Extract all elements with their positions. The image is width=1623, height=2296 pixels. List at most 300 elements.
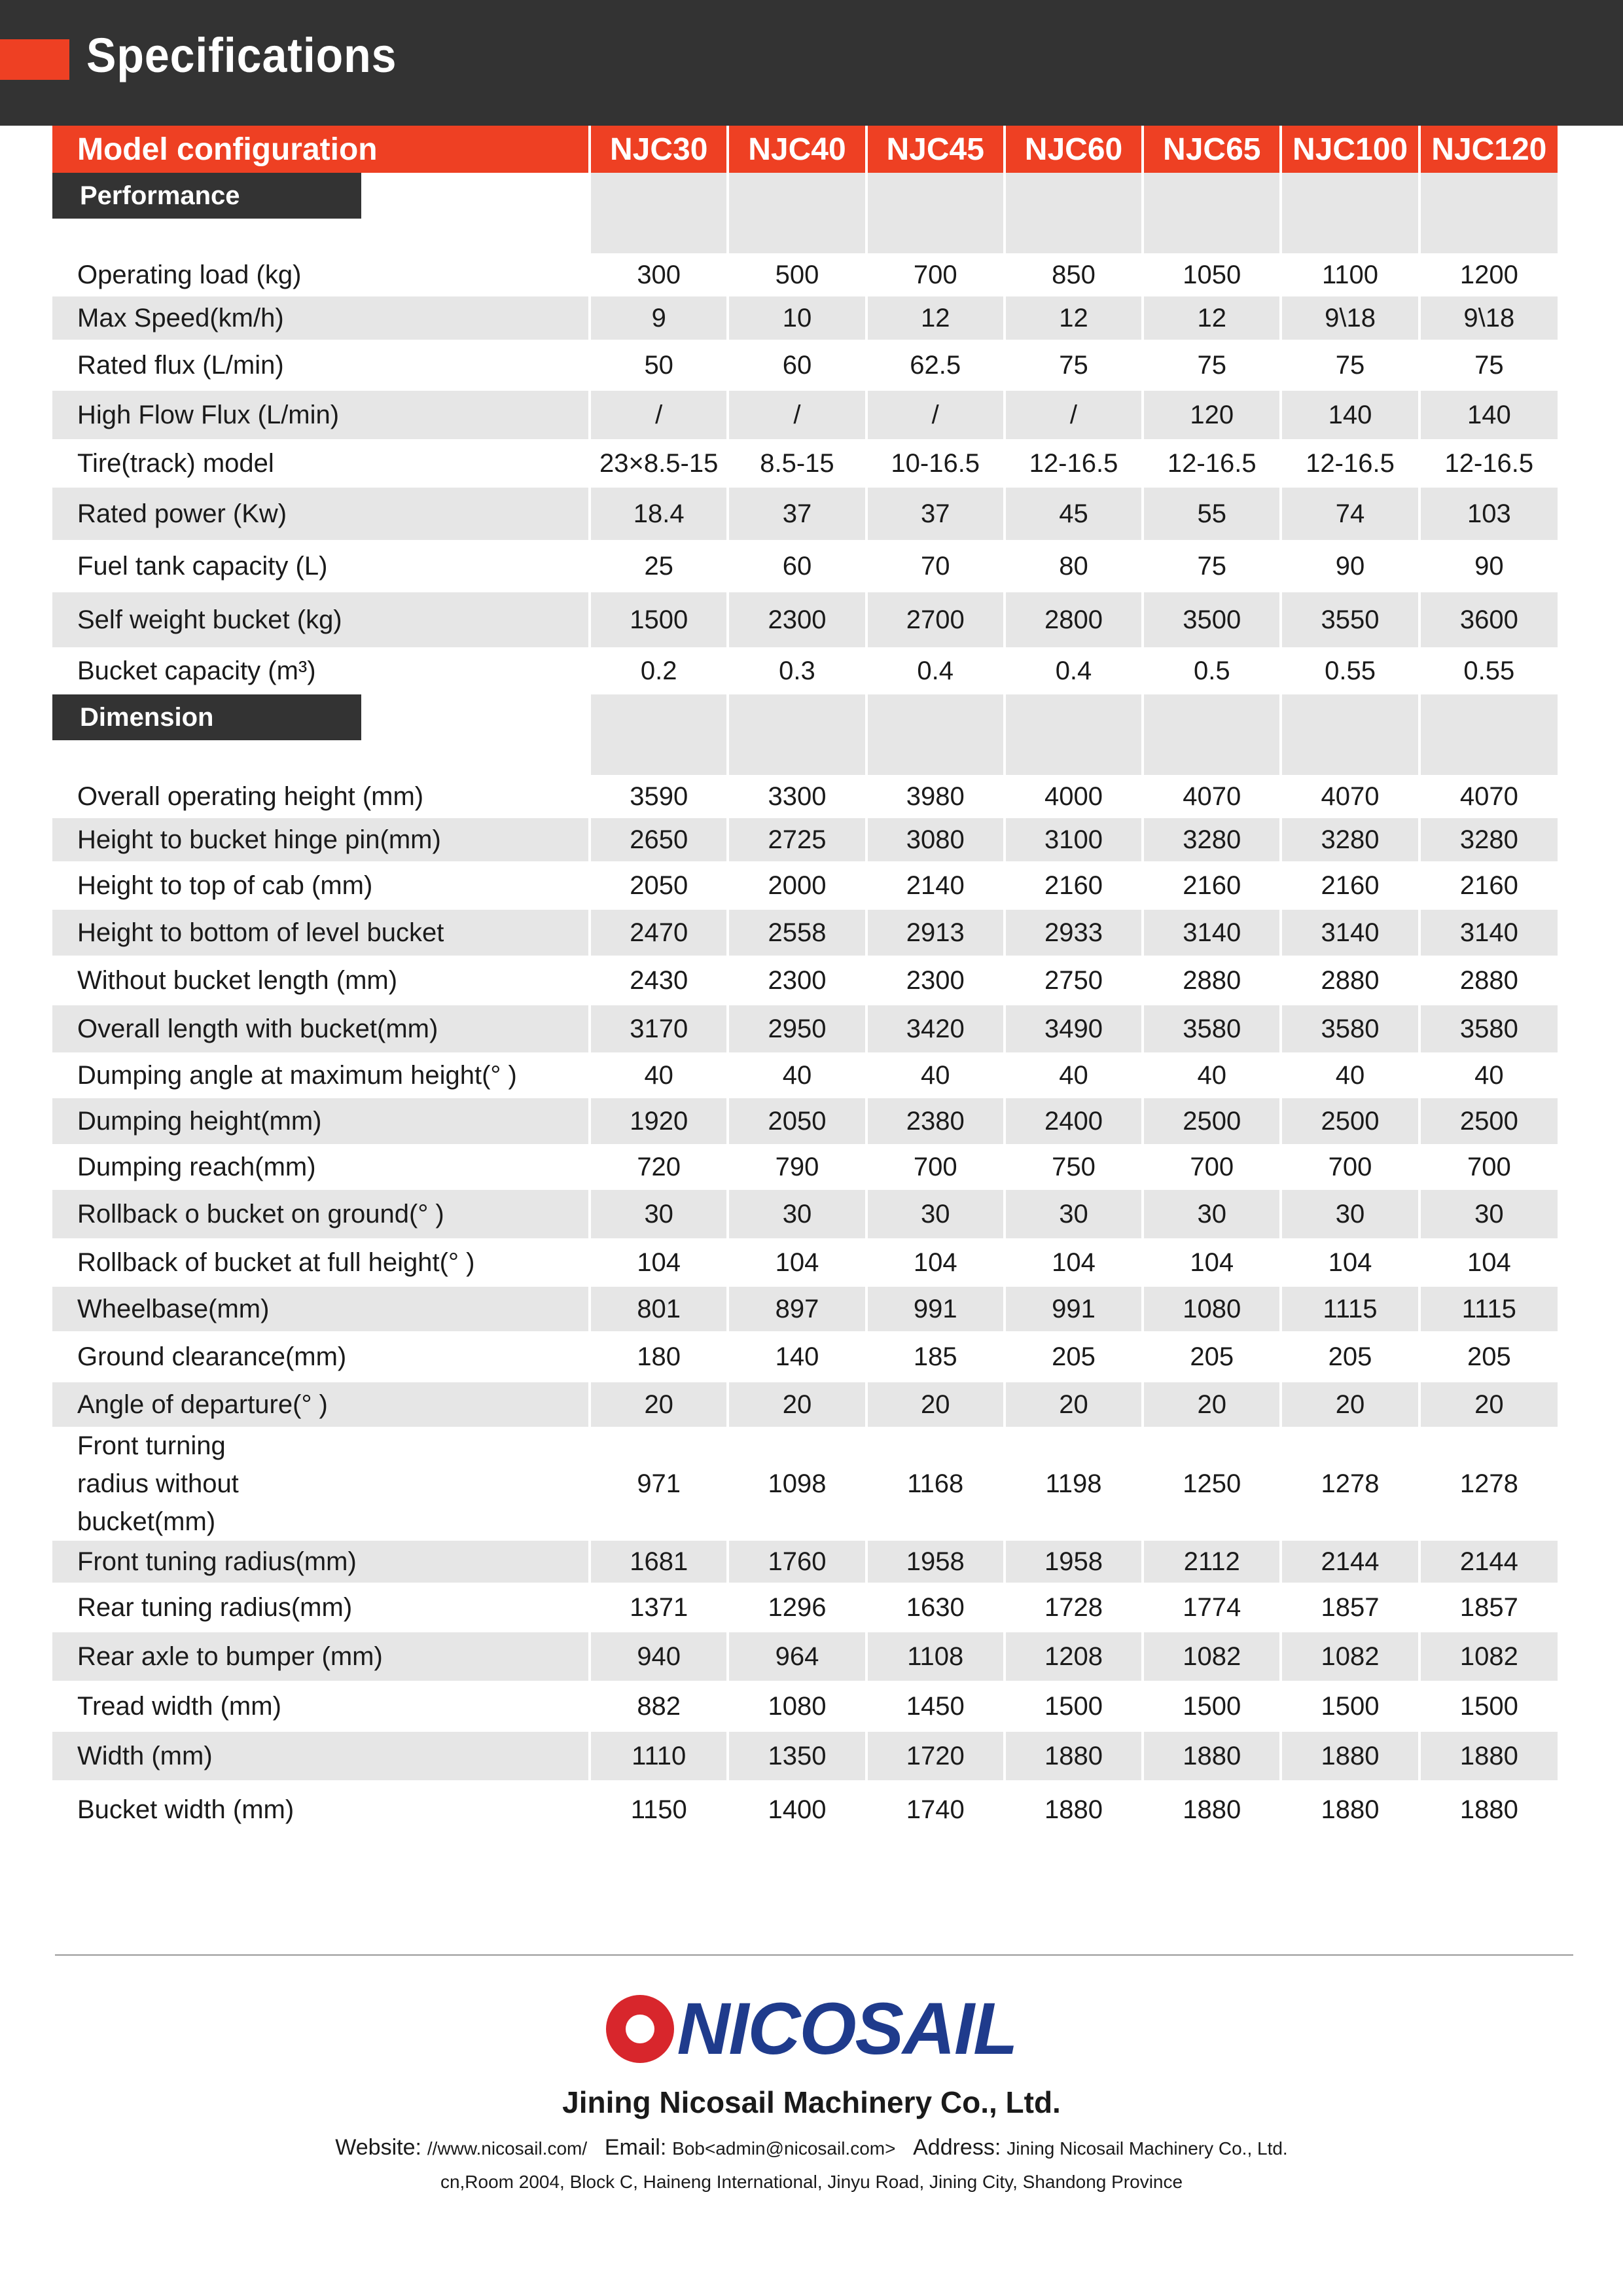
table-cell: 1168 [866,1427,1005,1541]
table-cell: 0.5 [1143,647,1281,694]
table-cell: 120 [1143,391,1281,439]
table-cell: 1080 [728,1681,866,1732]
table-cell: 10 [728,296,866,340]
table-cell: 40 [590,1052,728,1098]
table-cell: 1920 [590,1098,728,1144]
section-header-row [52,694,1558,775]
row-label: Front tuning radius(mm) [52,1541,590,1583]
table-cell: 30 [728,1190,866,1238]
footer-divider [55,1954,1573,1956]
model-header: NJC100 [1281,126,1419,173]
table-cell: 140 [728,1331,866,1382]
table-cell: 2000 [728,861,866,910]
table-cell: 1115 [1281,1287,1419,1331]
table-cell: 75 [1419,340,1558,391]
table-cell: 20 [1281,1382,1419,1427]
table-cell: 1208 [1005,1632,1143,1681]
table-cell: 3420 [866,1005,1005,1052]
table-cell: 1100 [1281,253,1419,296]
table-cell: / [590,391,728,439]
table-cell: 2160 [1419,861,1558,910]
model-config-label: Model configuration [52,126,590,173]
address-label: Address: [913,2135,1001,2160]
table-cell: 3300 [728,775,866,818]
table-cell: 3580 [1419,1005,1558,1052]
row-label: Dumping angle at maximum height(° ) [52,1052,590,1098]
section-filler-cell [1143,694,1281,775]
table-cell: 40 [1005,1052,1143,1098]
table-row [52,1632,1558,1681]
table-cell: 104 [1281,1238,1419,1287]
row-label: Overall length with bucket(mm) [52,1005,590,1052]
table-cell: 185 [866,1331,1005,1382]
section-filler-cell [1419,694,1558,775]
table-cell: 104 [590,1238,728,1287]
table-cell: 60 [728,540,866,592]
table-cell: 2160 [1005,861,1143,910]
section-filler-cell [866,173,1005,253]
table-cell: 2112 [1143,1541,1281,1583]
table-cell: 2880 [1143,956,1281,1005]
company-name: Jining Nicosail Machinery Co., Ltd. [562,2085,1061,2119]
table-cell: 1880 [1281,1780,1419,1839]
table-cell: 1450 [866,1681,1005,1732]
table-cell: 180 [590,1331,728,1382]
table-cell: 1880 [1419,1732,1558,1780]
table-row [52,1005,1558,1052]
row-label: Height to bucket hinge pin(mm) [52,818,590,861]
table-cell: 50 [590,340,728,391]
table-cell: 1500 [1281,1681,1419,1732]
table-cell: 1958 [1005,1541,1143,1583]
table-cell: 103 [1419,488,1558,540]
table-cell: 801 [590,1287,728,1331]
table-cell: 2470 [590,910,728,956]
table-cell: 1880 [1005,1780,1143,1839]
table-cell: 3100 [1005,818,1143,861]
section-filler-cell [728,173,866,253]
table-cell: 30 [590,1190,728,1238]
table-cell: 1857 [1419,1583,1558,1632]
table-cell: 1500 [590,592,728,647]
table-cell: 37 [866,488,1005,540]
table-row [52,1732,1558,1780]
table-row [52,1287,1558,1331]
company-logo [0,1990,1623,2068]
model-header: NJC45 [866,126,1005,173]
table-cell: 2300 [866,956,1005,1005]
table-cell: 1720 [866,1732,1005,1780]
table-cell: 8.5-15 [728,439,866,488]
table-cell: 75 [1005,340,1143,391]
section-filler-cell [866,694,1005,775]
table-cell: 40 [1143,1052,1281,1098]
table-cell: 2144 [1281,1541,1419,1583]
table-cell: 2880 [1419,956,1558,1005]
table-row [52,1052,1558,1098]
table-cell: 4070 [1143,775,1281,818]
row-label: Rear tuning radius(mm) [52,1583,590,1632]
table-cell: 45 [1005,488,1143,540]
table-row [52,1780,1558,1839]
table-cell: 2650 [590,818,728,861]
address-line-1: Jining Nicosail Machinery Co., Ltd. [1007,2138,1288,2159]
table-cell: 104 [728,1238,866,1287]
table-row [52,1144,1558,1190]
table-cell: 30 [1281,1190,1419,1238]
model-header: NJC120 [1419,126,1558,173]
table-cell: 1082 [1281,1632,1419,1681]
table-cell: 9 [590,296,728,340]
table-cell: 1500 [1419,1681,1558,1732]
table-cell: 12-16.5 [1143,439,1281,488]
table-cell: 1050 [1143,253,1281,296]
table-cell: 205 [1143,1331,1281,1382]
section-header-row [52,173,1558,253]
table-cell: 1278 [1281,1427,1419,1541]
table-cell: 205 [1005,1331,1143,1382]
table-cell: 62.5 [866,340,1005,391]
table-row [52,1382,1558,1427]
row-label: Rear axle to bumper (mm) [52,1632,590,1681]
table-cell: 1115 [1419,1287,1558,1331]
table-cell: 2933 [1005,910,1143,956]
table-cell: 4000 [1005,775,1143,818]
table-cell: 3980 [866,775,1005,818]
table-cell: 80 [1005,540,1143,592]
table-cell: 3500 [1143,592,1281,647]
table-cell: 3580 [1143,1005,1281,1052]
table-cell: 1082 [1143,1632,1281,1681]
table-cell: 3140 [1419,910,1558,956]
table-cell: 1400 [728,1780,866,1839]
table-cell: 4070 [1419,775,1558,818]
table-row [52,1098,1558,1144]
section-filler-cell [1281,173,1419,253]
table-cell: 700 [1419,1144,1558,1190]
table-cell: 37 [728,488,866,540]
row-label: High Flow Flux (L/min) [52,391,590,439]
table-cell: 140 [1419,391,1558,439]
table-cell: / [728,391,866,439]
table-header-row [52,126,1558,173]
table-cell: 700 [1281,1144,1419,1190]
table-cell: 3080 [866,818,1005,861]
table-cell: 9\18 [1281,296,1419,340]
table-row [52,861,1558,910]
table-row [52,956,1558,1005]
section-filler-cell [1281,694,1419,775]
table-row [52,1238,1558,1287]
table-cell: 971 [590,1427,728,1541]
table-cell: 70 [866,540,1005,592]
table-cell: 0.2 [590,647,728,694]
table-cell: 20 [1143,1382,1281,1427]
table-cell: 104 [1419,1238,1558,1287]
table-row [52,253,1558,296]
gear-icon [606,1995,674,2063]
table-cell: 3140 [1281,910,1419,956]
row-label: Overall operating height (mm) [52,775,590,818]
table-cell: 1198 [1005,1427,1143,1541]
table-cell: 1774 [1143,1583,1281,1632]
table-cell: 205 [1419,1331,1558,1382]
table-cell: 0.55 [1281,647,1419,694]
table-cell: 25 [590,540,728,592]
table-cell: / [866,391,1005,439]
table-row [52,340,1558,391]
table-cell: 1278 [1419,1427,1558,1541]
table-cell: 55 [1143,488,1281,540]
table-row [52,592,1558,647]
table-row [52,488,1558,540]
table-cell: 0.4 [866,647,1005,694]
table-cell: 3280 [1419,818,1558,861]
row-label: Rollback of bucket at full height(° ) [52,1238,590,1287]
table-cell: 40 [728,1052,866,1098]
table-cell: 20 [728,1382,866,1427]
table-cell: 1880 [1143,1780,1281,1839]
table-cell: 1760 [728,1541,866,1583]
table-cell: 3490 [1005,1005,1143,1052]
model-header: NJC65 [1143,126,1281,173]
table-cell: 700 [866,1144,1005,1190]
table-cell: 140 [1281,391,1419,439]
table-cell: 2050 [728,1098,866,1144]
section-filler-cell [1419,173,1558,253]
table-cell: 700 [1143,1144,1281,1190]
table-cell: 2725 [728,818,866,861]
table-cell: 2380 [866,1098,1005,1144]
table-cell: 1880 [1005,1732,1143,1780]
table-cell: 12 [866,296,1005,340]
table-cell: 3580 [1281,1005,1419,1052]
table-cell: 1681 [590,1541,728,1583]
table-cell: 12-16.5 [1281,439,1419,488]
table-cell: 74 [1281,488,1419,540]
table-cell: 75 [1143,340,1281,391]
row-label: Angle of departure(° ) [52,1382,590,1427]
table-cell: 20 [590,1382,728,1427]
table-row [52,647,1558,694]
table-cell: 20 [1419,1382,1558,1427]
row-label: Bucket capacity (m³) [52,647,590,694]
table-cell: 850 [1005,253,1143,296]
table-cell: 2880 [1281,956,1419,1005]
header-bar [0,0,1623,126]
email-link[interactable]: Bob<admin@nicosail.com> [672,2138,896,2159]
table-cell: 3170 [590,1005,728,1052]
table-cell: 1630 [866,1583,1005,1632]
section-filler-cell [590,173,728,253]
table-cell: 2500 [1419,1098,1558,1144]
row-label: Operating load (kg) [52,253,590,296]
table-cell: 30 [1005,1190,1143,1238]
section-title: Performance parameter [52,173,361,219]
table-cell: 1728 [1005,1583,1143,1632]
table-cell: 2950 [728,1005,866,1052]
table-cell: 991 [1005,1287,1143,1331]
table-cell: 2558 [728,910,866,956]
table-cell: 700 [866,253,1005,296]
row-label: Self weight bucket (kg) [52,592,590,647]
table-cell: 40 [866,1052,1005,1098]
table-cell: 2300 [728,592,866,647]
table-cell: 3280 [1281,818,1419,861]
table-cell: 20 [1005,1382,1143,1427]
table-cell: 2500 [1143,1098,1281,1144]
model-header: NJC30 [590,126,728,173]
table-cell: 12 [1143,296,1281,340]
table-row [52,818,1558,861]
section-filler-cell [590,694,728,775]
table-row [52,1427,1558,1541]
table-row [52,540,1558,592]
table-cell: 1500 [1143,1681,1281,1732]
address-line-2: cn,Room 2004, Block C, Haineng International, Jinyu Road, Jining City, Shandong Province [440,2172,1183,2192]
table-cell: 0.3 [728,647,866,694]
table-row [52,1331,1558,1382]
table-cell: 2700 [866,592,1005,647]
table-row [52,391,1558,439]
table-cell: 2140 [866,861,1005,910]
table-cell: 60 [728,340,866,391]
table-cell: 23×8.5-15 [590,439,728,488]
table-cell: 1880 [1281,1732,1419,1780]
table-cell: 1500 [1005,1681,1143,1732]
table-row [52,1583,1558,1632]
row-label: Max Speed(km/h) [52,296,590,340]
table-cell: 2300 [728,956,866,1005]
row-label: Height to bottom of level bucket [52,910,590,956]
spec-table-body [52,126,1558,1839]
table-cell: 2430 [590,956,728,1005]
table-cell: 205 [1281,1331,1419,1382]
table-cell: 1371 [590,1583,728,1632]
table-cell: 1350 [728,1732,866,1780]
table-cell: 75 [1281,340,1419,391]
table-cell: 1098 [728,1427,866,1541]
table-cell: 1110 [590,1732,728,1780]
table-cell: 40 [1281,1052,1419,1098]
table-cell: 12-16.5 [1005,439,1143,488]
row-label: Ground clearance(mm) [52,1331,590,1382]
table-row [52,1541,1558,1583]
row-label: Front turning radius without bucket(mm) [52,1427,590,1541]
table-cell: 9\18 [1419,296,1558,340]
table-row [52,1190,1558,1238]
table-cell: 750 [1005,1144,1143,1190]
row-label: Height to top of cab (mm) [52,861,590,910]
table-cell: 1296 [728,1583,866,1632]
table-cell: 1857 [1281,1583,1419,1632]
section-filler-cell [1143,173,1281,253]
page-title: Specifications [86,28,397,82]
table-cell: 2160 [1281,861,1419,910]
table-cell: 1150 [590,1780,728,1839]
logo-wordmark: NICOSAIL [677,1988,1017,2070]
table-cell: 1740 [866,1780,1005,1839]
table-cell: 2800 [1005,592,1143,647]
row-label: Rated flux (L/min) [52,340,590,391]
table-row [52,296,1558,340]
table-cell: 20 [866,1382,1005,1427]
website-link[interactable]: //www.nicosail.com/ [427,2138,588,2159]
table-cell: 4070 [1281,775,1419,818]
table-cell: 991 [866,1287,1005,1331]
table-cell: / [1005,391,1143,439]
table-cell: 12 [1005,296,1143,340]
table-cell: 18.4 [590,488,728,540]
section-filler-cell [1005,173,1143,253]
table-cell: 790 [728,1144,866,1190]
table-cell: 940 [590,1632,728,1681]
table-cell: 3280 [1143,818,1281,861]
section-title: Dimension parameter [52,694,361,740]
table-cell: 897 [728,1287,866,1331]
table-cell: 1080 [1143,1287,1281,1331]
table-cell: 1250 [1143,1427,1281,1541]
table-cell: 2750 [1005,956,1143,1005]
table-cell: 104 [1143,1238,1281,1287]
section-filler-cell [728,694,866,775]
table-cell: 104 [1005,1238,1143,1287]
row-label: Wheelbase(mm) [52,1287,590,1331]
table-row [52,910,1558,956]
table-cell: 104 [866,1238,1005,1287]
row-label: Rated power (Kw) [52,488,590,540]
row-label: Dumping reach(mm) [52,1144,590,1190]
table-cell: 3140 [1143,910,1281,956]
model-header: NJC60 [1005,126,1143,173]
table-cell: 1958 [866,1541,1005,1583]
table-cell: 720 [590,1144,728,1190]
table-row [52,775,1558,818]
table-cell: 3600 [1419,592,1558,647]
table-cell: 2144 [1419,1541,1558,1583]
table-row [52,439,1558,488]
table-cell: 1880 [1143,1732,1281,1780]
table-cell: 2160 [1143,861,1281,910]
row-label: Fuel tank capacity (L) [52,540,590,592]
row-label: Without bucket length (mm) [52,956,590,1005]
table-cell: 500 [728,253,866,296]
table-cell: 30 [1143,1190,1281,1238]
row-label: Tread width (mm) [52,1681,590,1732]
table-cell: 964 [728,1632,866,1681]
table-cell: 90 [1419,540,1558,592]
section-filler-cell [1005,694,1143,775]
header-accent [0,39,69,80]
table-cell: 1108 [866,1632,1005,1681]
row-label: Width (mm) [52,1732,590,1780]
table-cell: 1880 [1419,1780,1558,1839]
contact-line [0,2135,1623,2161]
table-cell: 40 [1419,1052,1558,1098]
model-header: NJC40 [728,126,866,173]
table-cell: 882 [590,1681,728,1732]
table-cell: 300 [590,253,728,296]
table-cell: 0.4 [1005,647,1143,694]
row-label: Dumping height(mm) [52,1098,590,1144]
table-cell: 30 [1419,1190,1558,1238]
email-label: Email: [604,2135,667,2160]
table-cell: 2400 [1005,1098,1143,1144]
website-label: Website: [335,2135,421,2160]
table-cell: 2050 [590,861,728,910]
row-label: Tire(track) model [52,439,590,488]
table-cell: 1200 [1419,253,1558,296]
